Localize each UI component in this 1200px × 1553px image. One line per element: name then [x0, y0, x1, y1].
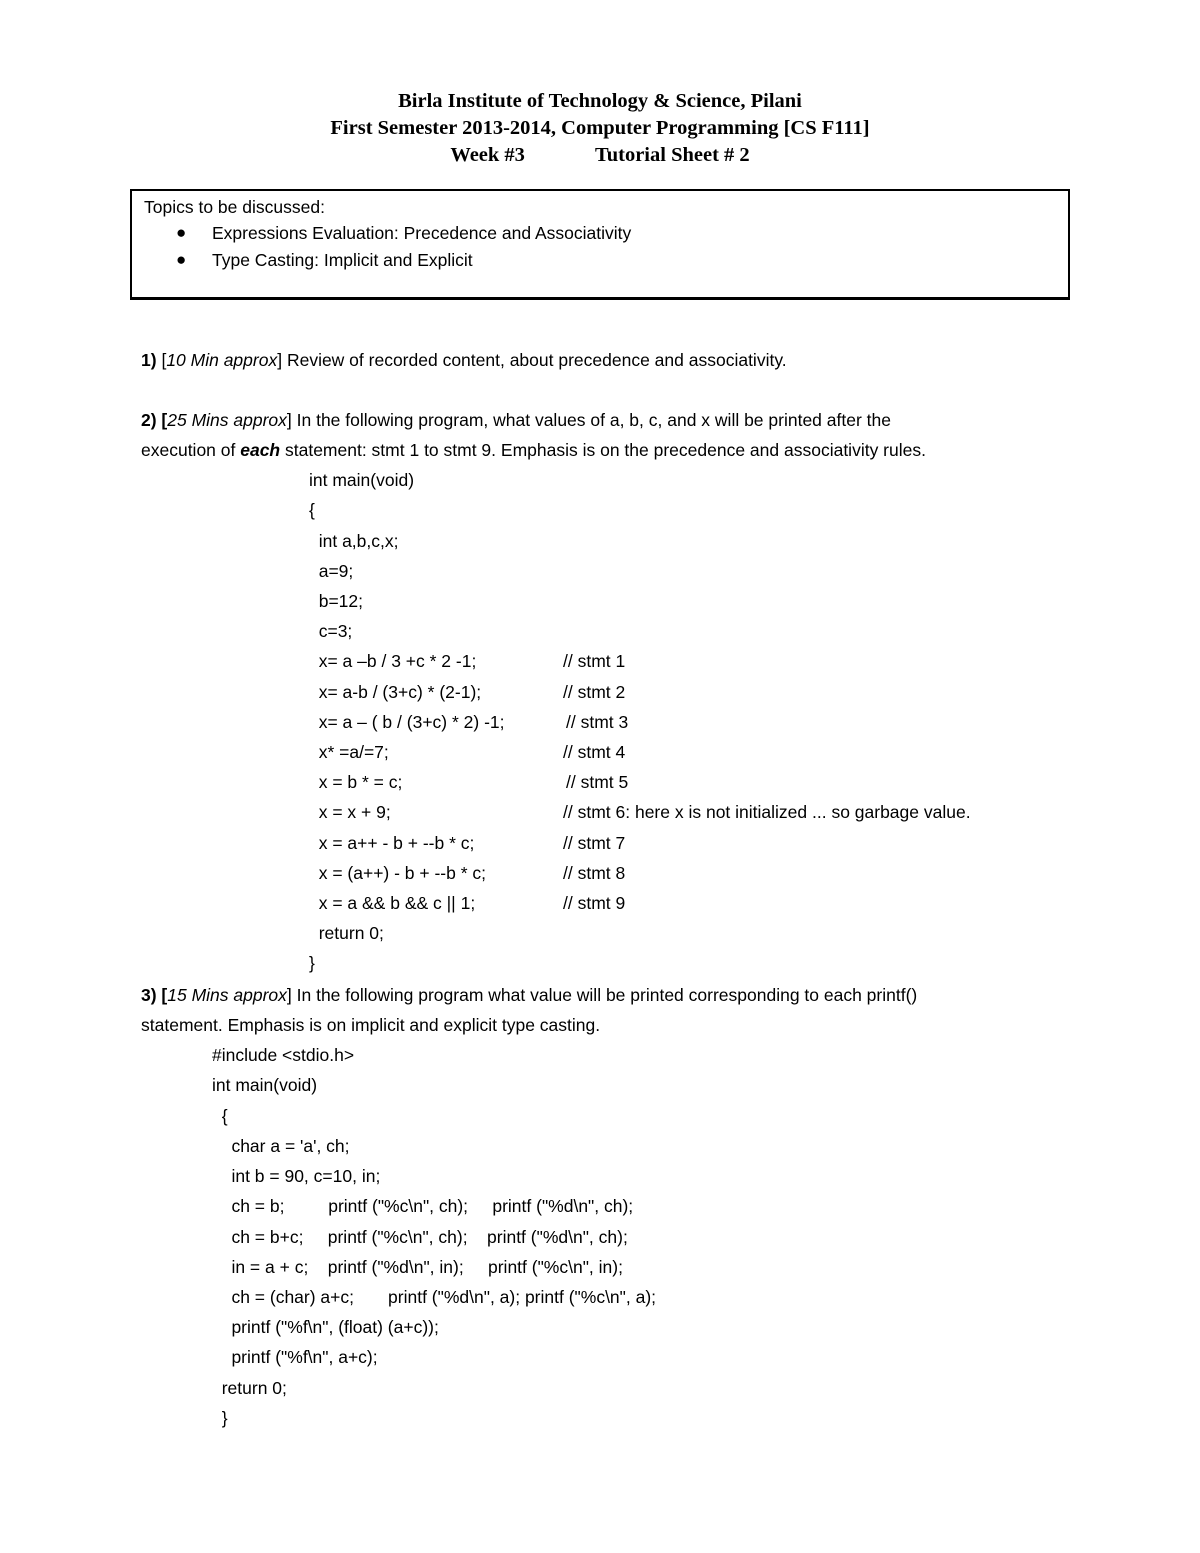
institute-title: Birla Institute of Technology & Science, Pilani — [398, 90, 802, 112]
code-comment: // stmt 8 — [563, 863, 626, 883]
question-2-text: ] In the following program, what values of a, b, c, and x will be printed after the — [286, 410, 891, 430]
code-line: { — [309, 500, 315, 520]
topic-item — [176, 223, 632, 244]
question-2-text: statement: stmt 1 to stmt 9. Emphasis is on the precedence and associativity rules. — [280, 440, 926, 460]
week-label: Week #3 — [450, 144, 525, 166]
semester-course-title: First Semester 2013-2014, Computer Programming [CS F111] — [330, 117, 870, 139]
code-line: int b = 90, c=10, in; — [212, 1166, 381, 1186]
code-comment: // stmt 6: here x is not initialized ... so garbage value. — [563, 802, 971, 822]
question-3-time: 15 Mins approx — [167, 985, 287, 1005]
code-line: x* =a/=7; — [309, 742, 389, 762]
code-line: x = a++ - b + --b * c; — [309, 833, 475, 853]
question-2-line-1 — [141, 409, 891, 431]
code-line: x= a – ( b / (3+c) * 2) -1; — [309, 712, 505, 732]
code-line: char a = 'a', ch; — [212, 1136, 350, 1156]
code-comment: // stmt 3 — [566, 712, 629, 732]
code-line: x = (a++) - b + --b * c; — [309, 863, 487, 883]
code-comment: // stmt 7 — [563, 833, 626, 853]
code-line: ch = b; printf ("%c\n", ch); printf ("%d\n", ch); — [212, 1196, 634, 1216]
question-2-time: 25 Mins approx — [167, 410, 287, 430]
code-comment: // stmt 5 — [566, 772, 629, 792]
code-line: b=12; — [309, 591, 364, 611]
code-line: int main(void) — [212, 1075, 318, 1095]
document-header — [0, 88, 1200, 169]
code-line: return 0; — [212, 1378, 287, 1398]
question-1-bracket: [ — [161, 350, 167, 370]
topics-title: Topics to be discussed: — [144, 197, 325, 217]
code-line: x = b * = c; — [309, 772, 403, 792]
topic-item — [176, 250, 473, 271]
code-line: } — [212, 1408, 228, 1428]
topic-text: Type Casting: Implicit and Explicit — [212, 250, 473, 270]
question-2-number: 2) [ — [141, 410, 168, 430]
code-line: } — [309, 953, 315, 973]
bullet-icon: ● — [176, 223, 187, 242]
question-3-text: ] In the following program what value will be printed corresponding to each printf() — [286, 985, 918, 1005]
code-comment: // stmt 2 — [563, 682, 626, 702]
question-3-line-2: statement. Emphasis is on implicit and explicit type casting. — [141, 1015, 601, 1035]
code-line: a=9; — [309, 561, 354, 581]
code-line: printf ("%f\n", (float) (a+c)); — [212, 1317, 439, 1337]
question-2-line-2 — [141, 439, 926, 461]
code-line: int a,b,c,x; — [309, 531, 399, 551]
code-line: return 0; — [309, 923, 384, 943]
code-line: x= a –b / 3 +c * 2 -1; — [309, 651, 477, 671]
question-3-number: 3) [ — [141, 985, 168, 1005]
question-1-time: 10 Min approx — [166, 350, 278, 370]
tutorial-sheet-label: Tutorial Sheet # 2 — [594, 144, 750, 166]
week-sheet-line — [0, 142, 1200, 169]
topic-text: Expressions Evaluation: Precedence and Associativity — [212, 223, 632, 243]
code-line: x= a-b / (3+c) * (2-1); — [309, 682, 482, 702]
code-line: #include <stdio.h> — [212, 1045, 355, 1065]
question-2-text: execution of — [141, 440, 241, 460]
code-line: printf ("%f\n", a+c); — [212, 1347, 378, 1367]
question-1-text: ] Review of recorded content, about precedence and associativity. — [277, 350, 787, 370]
question-3-line-1 — [141, 984, 917, 1006]
code-line: int main(void) — [309, 470, 415, 490]
code-line: ch = (char) a+c; printf ("%d\n", a); printf ("%c\n", a); — [212, 1287, 657, 1307]
question-1-number: 1) — [141, 350, 157, 370]
question-2-emphasis: each — [240, 440, 281, 460]
question-1 — [141, 349, 787, 371]
code-line: { — [212, 1106, 228, 1126]
code-line: ch = b+c; printf ("%c\n", ch); printf ("%d\n", ch); — [212, 1227, 628, 1247]
code-line: in = a + c; printf ("%d\n", in); printf ("%c\n", in); — [212, 1257, 623, 1277]
topics-box — [130, 189, 1070, 300]
code-comment: // stmt 4 — [563, 742, 626, 762]
bullet-icon: ● — [176, 250, 187, 269]
code-line: x = a && b && c || 1; — [309, 893, 476, 913]
code-line: c=3; — [309, 621, 353, 641]
code-line: x = x + 9; — [309, 802, 391, 822]
code-comment: // stmt 9 — [563, 893, 626, 913]
code-comment: // stmt 1 — [563, 651, 626, 671]
